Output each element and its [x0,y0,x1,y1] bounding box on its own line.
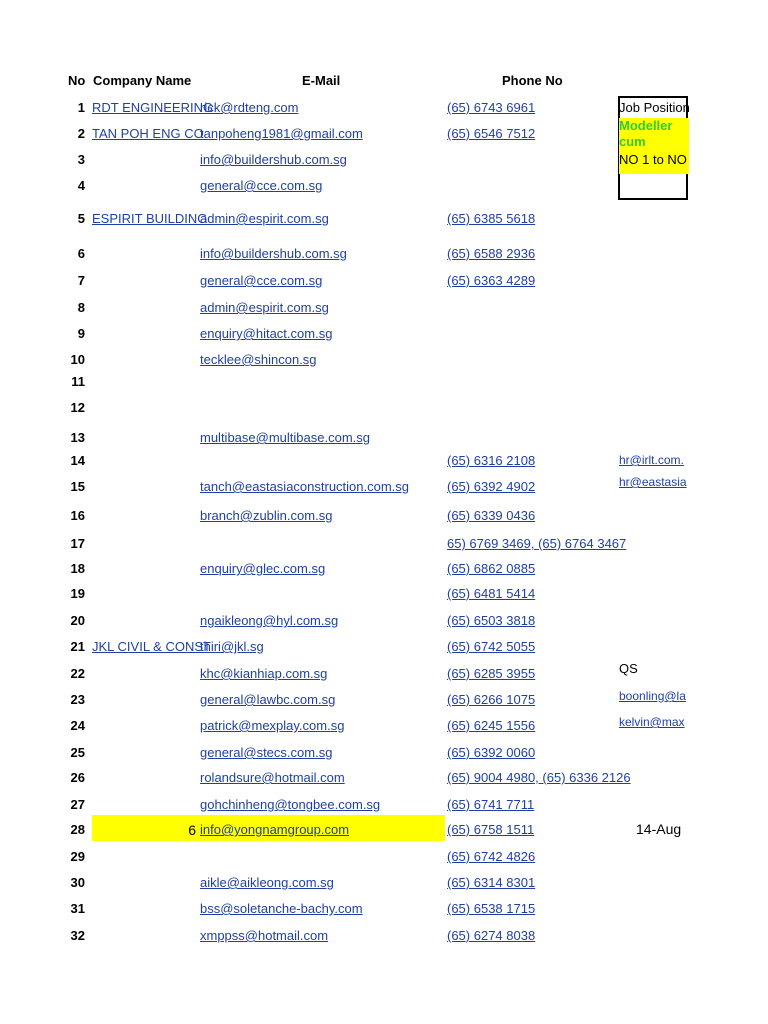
row-number: 10 [70,352,85,367]
row-number: 3 [77,152,85,167]
phone-link[interactable]: (65) 6862 0885 [447,561,536,576]
company-name-link[interactable]: ESPIRIT BUILDING [92,211,208,226]
row-number: 19 [70,586,85,601]
phone-link[interactable]: (65) 6385 5618 [447,211,536,226]
row-number: 25 [70,745,85,760]
row-number: 17 [70,536,85,551]
row-number: 4 [77,178,85,193]
phone-link[interactable]: (65) 6503 3818 [447,613,536,628]
email-link[interactable]: info@buildershub.com.sg [200,246,347,261]
date-cell: 14-Aug [636,821,682,837]
email-link[interactable]: info@yongnamgroup.com [200,822,350,837]
row-number: 12 [70,400,85,415]
email-boonling[interactable]: boonling@la [619,689,686,703]
email-link[interactable]: patrick@mexplay.com.sg [200,718,345,733]
row-number: 15 [70,479,85,494]
email-kelvin[interactable]: kelvin@max [619,715,685,729]
email-link[interactable]: general@cce.com.sg [200,178,323,193]
row-number: 29 [70,849,85,864]
row-number: 5 [77,211,85,226]
company-value: 6 [188,822,196,838]
email-link[interactable]: tanpoheng1981@gmail.com [200,126,363,141]
phone-link[interactable]: (65) 6245 1556 [447,718,536,733]
row-number: 13 [70,430,85,445]
email-link[interactable]: info@buildershub.com.sg [200,152,347,167]
email-link[interactable]: thiri@jkl.sg [200,639,264,654]
phone-link[interactable]: (65) 9004 4980, (65) 6336 2126 [447,770,631,785]
email-hr-irlt[interactable]: hr@irlt.com. [619,453,684,467]
row-number: 2 [77,126,85,141]
header-company: Company Name [93,73,192,88]
row-number: 22 [70,666,85,681]
email-link[interactable]: xmppss@hotmail.com [200,928,329,943]
phone-link[interactable]: (65) 6285 3955 [447,666,536,681]
row-number: 28 [70,822,85,837]
row-number: 26 [70,770,85,785]
company-name-link[interactable]: JKL CIVIL & CONST [92,639,211,654]
phone-link[interactable]: (65) 6363 4289 [447,273,536,288]
email-link[interactable]: enquiry@hitact.com.sg [200,326,333,341]
company-name-link[interactable]: TAN POH ENG CO [92,126,204,141]
row-number: 23 [70,692,85,707]
row-number: 24 [70,718,85,733]
email-link[interactable]: general@cce.com.sg [200,273,323,288]
modeller-note: Modeller cum [619,118,689,150]
email-link[interactable]: aikle@aikleong.com.sg [200,875,334,890]
qs-label: QS [619,661,638,676]
header-no: No [68,73,86,88]
email-link[interactable]: gohchinheng@tongbee.com.sg [200,797,381,812]
header-email: E-Mail [302,73,341,88]
phone-link[interactable]: (65) 6546 7512 [447,126,536,141]
row-number: 6 [77,246,85,261]
email-link[interactable]: tecklee@shincon.sg [200,352,317,367]
email-link[interactable]: tanch@eastasiaconstruction.com.sg [200,479,410,494]
phone-link[interactable]: (65) 6392 0060 [447,745,536,760]
email-link[interactable]: general@lawbc.com.sg [200,692,336,707]
email-link[interactable]: branch@zublin.com.sg [200,508,333,523]
email-link[interactable]: rolandsure@hotmail.com [200,770,345,785]
row-number: 27 [70,797,85,812]
phone-link[interactable]: (65) 6392 4902 [447,479,536,494]
row-number: 9 [77,326,85,341]
phone-link[interactable]: (65) 6538 1715 [447,901,536,916]
row-number: 30 [70,875,85,890]
row-number: 8 [77,300,85,315]
email-link[interactable]: khc@kianhiap.com.sg [200,666,328,681]
company-name-link[interactable]: RDT ENGINEERING [92,100,214,115]
row-number: 16 [70,508,85,523]
row-number: 7 [77,273,85,288]
row-number: 32 [70,928,85,943]
row-number: 18 [70,561,85,576]
phone-link[interactable]: (65) 6316 2108 [447,453,536,468]
row-number: 31 [70,901,85,916]
phone-link[interactable]: (65) 6742 5055 [447,639,536,654]
email-link[interactable]: rick@rdteng.com [200,100,299,115]
row-number: 20 [70,613,85,628]
email-link[interactable]: admin@espirit.com.sg [200,300,329,315]
row-number: 14 [70,453,85,468]
email-link[interactable]: ngaikleong@hyl.com.sg [200,613,339,628]
email-link[interactable]: admin@espirit.com.sg [200,211,329,226]
email-link[interactable]: multibase@multibase.com.sg [200,430,370,445]
row-number: 11 [71,374,85,389]
phone-link[interactable]: (65) 6481 5414 [447,586,536,601]
email-link[interactable]: bss@soletanche-bachy.com [200,901,363,916]
phone-link[interactable]: (65) 6588 2936 [447,246,536,261]
row-number: 21 [70,639,85,654]
row-number: 1 [77,100,85,115]
phone-link[interactable]: (65) 6742 4826 [447,849,536,864]
phone-link[interactable]: (65) 6741 7711 [447,797,535,812]
phone-link[interactable]: (65) 6758 1511 [447,822,535,837]
email-link[interactable]: enquiry@glec.com.sg [200,561,326,576]
phone-link[interactable]: (65) 6339 0436 [447,508,536,523]
range-note: NO 1 to NO [619,150,689,174]
phone-link[interactable]: (65) 6743 6961 [447,100,536,115]
email-hr-eastasia[interactable]: hr@eastasia [619,475,687,489]
phone-link[interactable]: (65) 6314 8301 [447,875,536,890]
phone-link[interactable]: (65) 6274 8038 [447,928,536,943]
email-link[interactable]: general@stecs.com.sg [200,745,333,760]
phone-link[interactable]: (65) 6266 1075 [447,692,536,707]
job-position-label: Job Position [619,100,690,115]
phone-link[interactable]: 65) 6769 3469, (65) 6764 3467 [447,536,627,551]
header-phone: Phone No [502,73,563,88]
